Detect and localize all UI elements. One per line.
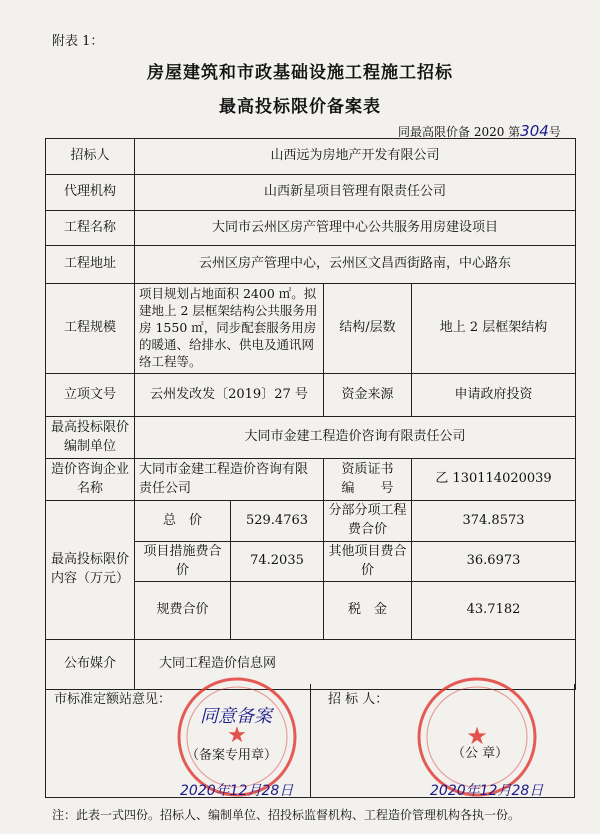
value-media: 大同工程造价信息网 (135, 640, 576, 690)
label-limit: 最高投标限价内容（万元） (46, 501, 135, 640)
value-scale: 项目规划占地面积 2400 ㎡。拟建地上 2 层框架结构公共服务用房 1550 ㎡，同步配套服务用房的暖通、给排水、供电及通讯网络工程等。 (135, 284, 324, 374)
row-approval (46, 374, 576, 417)
doc-number-prefix: 同最高限价备 2020 第 (398, 125, 521, 139)
label-approval: 立项文号 (46, 374, 135, 417)
value-bidder: 山西远为房地产开发有限公司 (135, 139, 576, 175)
filing-table (45, 138, 576, 690)
cert-label-line1: 资质证书 (341, 461, 394, 477)
label-structure: 结构/层数 (324, 284, 412, 374)
label-fees: 规费合价 (135, 582, 231, 640)
value-tax: 43.7182 (412, 582, 576, 640)
value-agency: 山西新星项目管理有限责任公司 (135, 175, 576, 211)
doc-number-suffix: 号 (548, 125, 561, 139)
doc-number-handwritten: 304 (520, 122, 549, 140)
label-funding: 资金来源 (324, 374, 412, 417)
signature-divider (310, 684, 311, 798)
value-project: 大同市云州区房产管理中心公共服务用房建设项目 (135, 211, 576, 246)
approval-handwritten: 同意备案 (200, 706, 272, 727)
label-subitem: 分部分项工程费合价 (324, 501, 412, 542)
label-media: 公布媒介 (46, 640, 135, 690)
label-project: 工程名称 (46, 211, 135, 246)
row-address (46, 246, 576, 284)
title-line-2: 最高投标限价备案表 (219, 97, 381, 117)
value-funding: 申请政府投资 (412, 374, 576, 417)
sign-date: 2020年12月28日 (430, 783, 544, 799)
bidder-sign-label: 招 标 人： (328, 692, 389, 707)
cert-label-line2: 编 号 (341, 480, 394, 496)
label-agency: 代理机构 (46, 175, 135, 211)
attachment-label: 附表 1： (52, 34, 104, 49)
label-bidder: 招标人 (46, 139, 135, 175)
value-measures: 74.2035 (231, 542, 324, 582)
label-total: 总 价 (135, 501, 231, 542)
value-other: 36.6973 (412, 542, 576, 582)
row-bidder (46, 139, 576, 175)
title-line-1: 房屋建筑和市政基础设施工程施工招标 (147, 63, 453, 83)
row-agency (46, 175, 576, 211)
value-approval: 云州发改发〔2019〕27 号 (135, 374, 324, 417)
svg-text:★: ★ (466, 722, 488, 750)
value-consult: 大同市金建工程造价咨询有限责任公司 (135, 459, 324, 501)
svg-text:★: ★ (227, 723, 247, 748)
label-consult: 造价咨询企业名称 (46, 459, 135, 501)
label-measures: 项目措施费合 价 (135, 542, 231, 582)
row-total (46, 501, 576, 542)
value-subitem: 374.8573 (412, 501, 576, 542)
value-fees (231, 582, 324, 640)
row-scale (46, 284, 576, 374)
value-structure: 地上 2 层框架结构 (412, 284, 576, 374)
footnote: 注：此表一式四份。招标人、编制单位、招投标监督机构、工程造价管理机构各执一份。 (52, 808, 521, 822)
label-scale: 工程规模 (46, 284, 135, 374)
label-tax: 税 金 (324, 582, 412, 640)
row-project (46, 211, 576, 246)
value-cert: 乙 130114020039 (412, 459, 576, 501)
row-consult (46, 459, 576, 501)
value-address: 云州区房产管理中心，云州区文昌西街路南，中心路东 (135, 246, 576, 284)
value-total: 529.4763 (231, 501, 324, 542)
value-compiler: 大同市金建工程造价咨询有限责任公司 (135, 417, 576, 459)
row-compiler (46, 417, 576, 459)
label-compiler: 最高投标限价编制单位 (46, 417, 135, 459)
label-other: 其他项目费合 价 (324, 542, 412, 582)
filing-date: 2020年12月28日 (180, 783, 294, 799)
label-cert (324, 459, 412, 501)
label-address: 工程地址 (46, 246, 135, 284)
opinion-label: 市标准定额站意见： (54, 692, 172, 707)
filing-seal-note: （备案专用章） (186, 748, 278, 763)
company-seal-note: （公 章） (452, 746, 509, 761)
